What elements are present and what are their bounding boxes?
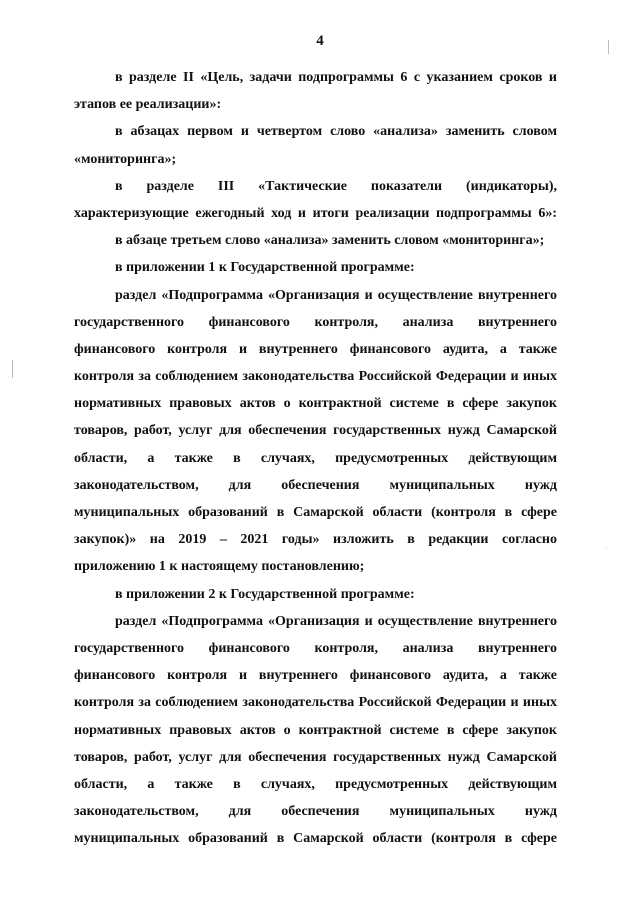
text-line: в приложении 1 к Государственной программе: [115, 260, 415, 276]
text-line: приложению 1 к настоящему постановлению; [74, 559, 365, 575]
text-line: муниципальных образований в Самарской области (контроля в сфере [74, 505, 557, 520]
text-line: области, а также в случаях, предусмотренных действующим [74, 450, 557, 466]
text-line: закупок)» на 2019 – 2021 годы» изложить в редакции согласно [74, 532, 557, 548]
text-line: раздел «Подпрограмма «Организация и осуществление внутреннего [115, 613, 557, 629]
text-line: области, а также в случаях, предусмотренных действующим [74, 776, 557, 792]
text-line: характеризующие ежегодный ход и итоги реализации подпрограммы 6»: [74, 205, 557, 221]
text-line: раздел «Подпрограмма «Организация и осуществление внутреннего [115, 287, 557, 303]
page-number: 4 [316, 33, 324, 49]
text-line: финансового контроля и внутреннего финансового аудита, а также [74, 668, 557, 684]
text-line: в абзацах первом и четвертом слово «анализа» заменить словом [115, 124, 557, 140]
text-line: в разделе III «Тактические показатели (индикаторы), [115, 178, 557, 194]
text-line: в приложении 2 к Государственной программе: [115, 586, 415, 602]
text-line: законодательством, для обеспечения муниципальных нужд [74, 804, 557, 820]
text-line: контроля за соблюдением законодательства Российской Федерации и иных [74, 369, 557, 385]
text-line: в абзаце третьем слово «анализа» заменить словом «мониторинга»; [115, 233, 545, 249]
text-line: товаров, работ, услуг для обеспечения государственных нужд Самарской [74, 749, 557, 765]
text-line: контроля за соблюдением законодательства Российской Федерации и иных [74, 695, 557, 711]
text-line: «мониторинга»; [74, 151, 177, 167]
text-line: в разделе II «Цель, задачи подпрограммы 6 с указанием сроков и [115, 70, 557, 85]
text-line: товаров, работ, услуг для обеспечения государственных нужд Самарской [74, 423, 557, 439]
scan-mark [608, 40, 609, 54]
text-line: финансового контроля и внутреннего финансового аудита, а также [74, 341, 557, 357]
text-line: нормативных правовых актов о контрактной системе в сфере закупок [74, 396, 557, 412]
text-line: муниципальных образований в Самарской области (контроля в сфере [74, 831, 557, 847]
document-body [74, 64, 557, 852]
text-line: нормативных правовых актов о контрактной системе в сфере закупок [74, 722, 557, 738]
text-line: этапов ее реализации»: [74, 97, 222, 113]
text-line: государственного финансового контроля, анализа внутреннего [74, 640, 557, 656]
text-line: государственного финансового контроля, анализа внутреннего [74, 314, 557, 330]
scan-mark [12, 360, 13, 378]
scan-mark [606, 548, 607, 549]
text-line: законодательством, для обеспечения муниципальных нужд [74, 477, 557, 493]
